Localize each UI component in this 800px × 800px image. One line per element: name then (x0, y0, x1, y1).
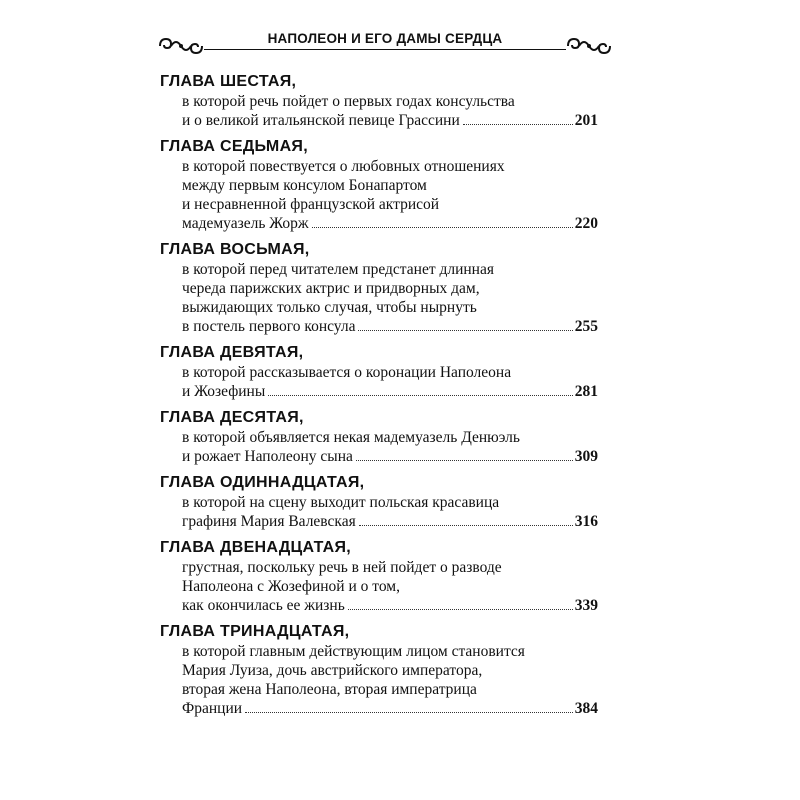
description-last-line (182, 214, 598, 233)
description-line: в которой объявляется некая мадемуазель Денюэль (182, 429, 520, 446)
dot-leader (268, 395, 572, 396)
chapter-title: ГЛАВА ВОСЬМАЯ, (160, 241, 310, 258)
page-number: 255 (574, 318, 598, 335)
description-line: Мария Луиза, дочь австрийского императора, (182, 662, 483, 679)
chapter-title: ГЛАВА ДВЕНАДЦАТАЯ, (160, 539, 352, 556)
page-number: 309 (574, 448, 598, 465)
running-header (158, 30, 612, 66)
chapter-title: ГЛАВА ТРИНАДЦАТАЯ, (160, 623, 350, 640)
page-number: 220 (574, 215, 598, 232)
description-last-line (182, 382, 598, 401)
description-line: графиня Мария Валевская (182, 513, 356, 530)
description-line: вторая жена Наполеона, вторая императрица (182, 681, 477, 698)
description-line: грустная, поскольку речь в ней пойдет о разводе (182, 559, 502, 576)
chapter-description (160, 260, 598, 336)
header-rule (204, 49, 566, 50)
chapter-description (160, 92, 598, 130)
toc-entry (160, 408, 598, 466)
description-line: и Жозефины (182, 383, 266, 400)
dot-leader (359, 525, 573, 526)
page-number: 281 (574, 383, 598, 400)
description-line: в которой перед читателем предстанет длинная (182, 261, 494, 278)
description-last-line (182, 447, 598, 466)
page-number: 339 (574, 597, 598, 614)
description-line: и несравненной французской актрисой (182, 196, 440, 213)
chapter-title: ГЛАВА ДЕВЯТАЯ, (160, 344, 304, 361)
description-line: череда парижских актрис и придворных дам, (182, 280, 480, 297)
table-of-contents (160, 72, 598, 725)
chapter-description (160, 157, 598, 233)
description-line: в которой рассказывается о коронации Наполеона (182, 364, 512, 381)
page-number: 384 (574, 700, 598, 717)
description-line: мадемуазель Жорж (182, 215, 309, 232)
chapter-description (160, 493, 598, 531)
chapter-description (160, 558, 598, 615)
toc-entry (160, 72, 598, 130)
description-last-line (182, 596, 598, 615)
toc-entry (160, 473, 598, 531)
toc-entry (160, 240, 598, 336)
description-line: и о великой итальянской певице Грассини (182, 112, 460, 129)
chapter-description (160, 642, 598, 718)
description-line: в которой повествуется о любовных отношениях (182, 158, 505, 175)
chapter-title: ГЛАВА СЕДЬМАЯ, (160, 138, 308, 155)
description-line: в которой главным действующим лицом становится (182, 643, 525, 660)
dot-leader (358, 330, 572, 331)
description-last-line (182, 317, 598, 336)
header-title: НАПОЛЕОН И ЕГО ДАМЫ СЕРДЦА (267, 31, 503, 46)
description-last-line (182, 699, 598, 718)
dot-leader (356, 460, 573, 461)
description-line: в которой речь пойдет о первых годах консульства (182, 93, 515, 110)
page-number: 316 (574, 513, 598, 530)
chapter-title: ГЛАВА ДЕСЯТАЯ, (160, 409, 304, 426)
description-line: выжидающих только случая, чтобы нырнуть (182, 299, 477, 316)
description-line: Наполеона с Жозефиной и о том, (182, 578, 400, 595)
description-line: Франции (182, 700, 243, 717)
description-line: в постель первого консула (182, 318, 356, 335)
description-line: между первым консулом Бонапартом (182, 177, 427, 194)
chapter-title: ГЛАВА ШЕСТАЯ, (160, 73, 297, 90)
toc-entry (160, 137, 598, 233)
chapter-title: ГЛАВА ОДИННАДЦАТАЯ, (160, 474, 365, 491)
chapter-description (160, 428, 598, 466)
description-last-line (182, 111, 598, 130)
toc-entry (160, 343, 598, 401)
dot-leader (245, 712, 573, 713)
description-line: как окончилась ее жизнь (182, 597, 345, 614)
dot-leader (348, 609, 573, 610)
toc-entry (160, 538, 598, 615)
description-last-line (182, 512, 598, 531)
description-line: и рожает Наполеону сына (182, 448, 353, 465)
dot-leader (312, 227, 573, 228)
dot-leader (463, 124, 573, 125)
chapter-description (160, 363, 598, 401)
page-number: 201 (574, 112, 598, 129)
toc-entry (160, 622, 598, 718)
description-line: в которой на сцену выходит польская красавица (182, 494, 500, 511)
scroll-ornament-icon (566, 36, 612, 56)
